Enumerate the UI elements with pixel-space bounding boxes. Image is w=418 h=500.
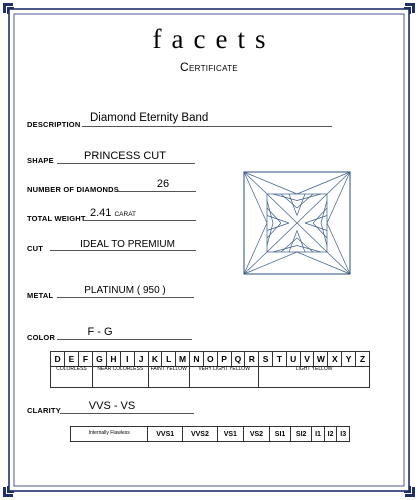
color-value: F - G bbox=[87, 326, 113, 338]
clarity-line bbox=[60, 413, 194, 414]
description-value: Diamond Eternity Band bbox=[90, 112, 209, 124]
color-grade-m: M bbox=[176, 352, 190, 367]
cut-label: CUT bbox=[27, 244, 44, 253]
color-category-faint-yellow: FAINT YELLOW bbox=[148, 367, 190, 388]
clarity-grade-internally-flawless: Internally Flawless bbox=[71, 427, 148, 442]
color-grade-d: D bbox=[51, 352, 65, 367]
princess-cut-diagram bbox=[243, 171, 351, 275]
clarity-grade-i1: I1 bbox=[312, 427, 325, 442]
color-grade-i: I bbox=[120, 352, 134, 367]
color-grade-s: S bbox=[259, 352, 273, 367]
description-label: DESCRIPTION bbox=[27, 120, 81, 129]
color-category-colorless: COLORLESS bbox=[51, 367, 93, 388]
clarity-grade-vs1: VS1 bbox=[217, 427, 243, 442]
shape-label: SHAPE bbox=[27, 156, 54, 165]
total-weight-line bbox=[84, 220, 196, 221]
color-label: COLOR bbox=[27, 333, 56, 342]
metal-label: METAL bbox=[27, 291, 54, 300]
certificate-heading: Certificate bbox=[180, 60, 238, 74]
color-grade-p: P bbox=[217, 352, 231, 367]
color-grade-f: F bbox=[79, 352, 93, 367]
color-grade-w: W bbox=[314, 352, 328, 367]
color-category-very-light-yellow: VERY LIGHT YELLOW bbox=[190, 367, 259, 388]
color-grade-h: H bbox=[106, 352, 120, 367]
shape-value: PRINCESS CUT bbox=[84, 150, 166, 162]
color-grade-l: L bbox=[162, 352, 176, 367]
number-of-diamonds-label: NUMBER OF DIAMONDS bbox=[27, 185, 119, 194]
cut-value: IDEAL TO PREMIUM bbox=[80, 239, 175, 250]
clarity-grade-vvs1: VVS1 bbox=[148, 427, 183, 442]
color-grade-u: U bbox=[286, 352, 300, 367]
color-grade-v: V bbox=[300, 352, 314, 367]
color-grade-e: E bbox=[65, 352, 79, 367]
color-grade-z: Z bbox=[356, 352, 370, 367]
color-grade-q: Q bbox=[231, 352, 245, 367]
clarity-grade-i3: I3 bbox=[337, 427, 350, 442]
clarity-label: CLARITY bbox=[27, 406, 61, 415]
total-weight-unit: CARAT bbox=[114, 211, 137, 218]
number-of-diamonds-line bbox=[118, 191, 196, 192]
cut-line bbox=[50, 250, 196, 251]
total-weight-number: 2.41 bbox=[90, 207, 112, 219]
color-category-light-yellow: LIGHT YELLOW bbox=[259, 367, 370, 388]
color-grade-j: J bbox=[134, 352, 148, 367]
brand-logo: facets bbox=[152, 24, 276, 54]
number-of-diamonds-value: 26 bbox=[156, 178, 170, 190]
clarity-grade-si1: SI1 bbox=[270, 427, 291, 442]
color-grade-r: R bbox=[245, 352, 259, 367]
description-line bbox=[82, 126, 332, 127]
color-grade-scale bbox=[50, 351, 370, 388]
color-grade-n: N bbox=[190, 352, 204, 367]
clarity-grade-si2: SI2 bbox=[291, 427, 312, 442]
clarity-grade-scale bbox=[70, 426, 350, 442]
total-weight-value bbox=[90, 207, 136, 219]
color-line bbox=[57, 339, 192, 340]
color-grade-x: X bbox=[328, 352, 342, 367]
clarity-value: VVS - VS bbox=[88, 400, 136, 412]
color-grade-g: G bbox=[93, 352, 107, 367]
shape-line bbox=[57, 163, 195, 164]
color-grade-k: K bbox=[148, 352, 162, 367]
clarity-grade-vvs2: VVS2 bbox=[183, 427, 218, 442]
clarity-grade-vs2: VS2 bbox=[243, 427, 269, 442]
color-grade-y: Y bbox=[342, 352, 356, 367]
color-category-near-colorless: NEAR COLORLESS bbox=[93, 367, 149, 388]
color-grade-o: O bbox=[203, 352, 217, 367]
metal-line bbox=[57, 297, 194, 298]
color-grade-t: T bbox=[273, 352, 287, 367]
total-weight-label: TOTAL WEIGHT bbox=[27, 214, 86, 223]
clarity-grade-i2: I2 bbox=[324, 427, 337, 442]
metal-value: PLATINUM ( 950 ) bbox=[84, 285, 166, 296]
